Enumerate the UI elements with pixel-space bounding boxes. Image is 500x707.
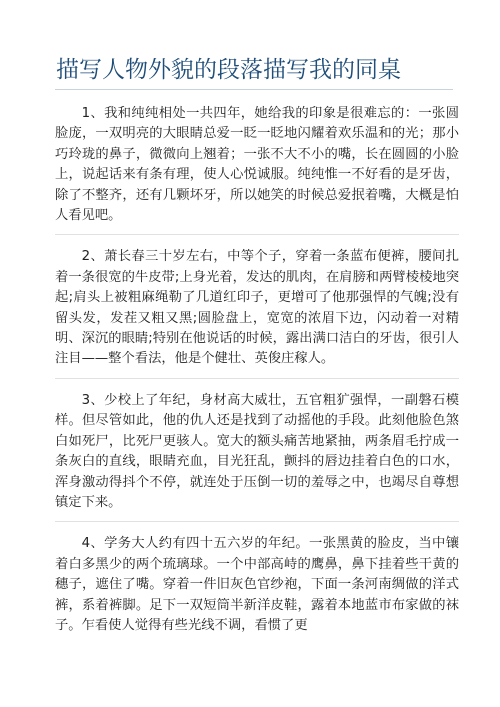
document-title: 描写人物外貌的段落描写我的同桌 (56, 57, 401, 83)
document-body (55, 104, 459, 644)
paragraph-divider (55, 234, 459, 235)
paragraph-divider (55, 378, 459, 379)
paragraph-4: 4、学务大人约有四十五六岁的年纪。一张黑黄的脸皮，当中镶着白多黑少的两个琉璃球。一个中部高峙的鹰鼻，鼻下挂着些干黄的穗子，遮住了嘴。穿着一件旧灰色官纱袍，下面一条河南绸做的洋式裤，系着裤脚。足下一双短筒半新洋皮鞋，露着本地蓝市布家做的袜子。乍看使人觉得有些光线不调，看惯了更 (55, 536, 459, 633)
paragraph-3: 3、少校上了年纪，身材高大威壮，五官粗犷强悍，一副磐石模样。但尽管如此，他的仇人还是找到了动摇他的手段。此刻他脸色煞白如死尸，比死尸更骇人。宽大的额头痛苦地紧抽，两条眉毛拧成一条灰白的直线，眼睛充血，目光狂乱，颤抖的唇边挂着白色的口水，浑身激动得抖个不停，就连处于压倒一切的羞辱之中，也竭尽自尊想镇定下来。 (55, 392, 459, 510)
paragraph-divider (55, 521, 459, 522)
paragraph-1: 1、我和纯纯相处一共四年，她给我的印象是很难忘的：一张圆脸庞，一双明亮的大眼睛总爱一眨一眨地闪耀着欢乐温和的光；那小巧玲珑的鼻子，微微向上翘着；一张不大不小的嘴，长在圆圆的小脸上，说起话来有条有理，使人心悦诚服。纯纯惟一不好看的是牙齿，除了不整齐，还有几颗坏牙，所以她笑的时候总爱抿着嘴，大概是怕人看见吧。 (55, 106, 459, 224)
paragraph-2: 2、萧长春三十岁左右，中等个子，穿着一条蓝布便裤，腰间扎着一条很宽的牛皮带;上身光着，发达的肌肉，在肩膀和两臂棱棱地突起;肩头上被粗麻绳勒了几道红印子，更增可了他那强悍的气魄;没有留头发，发茬又粗又黑;圆脸盘上，宽宽的浓眉下边，闪动着一对精明、深沉的眼睛;特别在他说话的时候，露出满口洁白的牙齿，很引人注目——整个看法，他是个健壮、英俊庄稼人。 (55, 249, 459, 367)
title-underline (55, 89, 453, 90)
